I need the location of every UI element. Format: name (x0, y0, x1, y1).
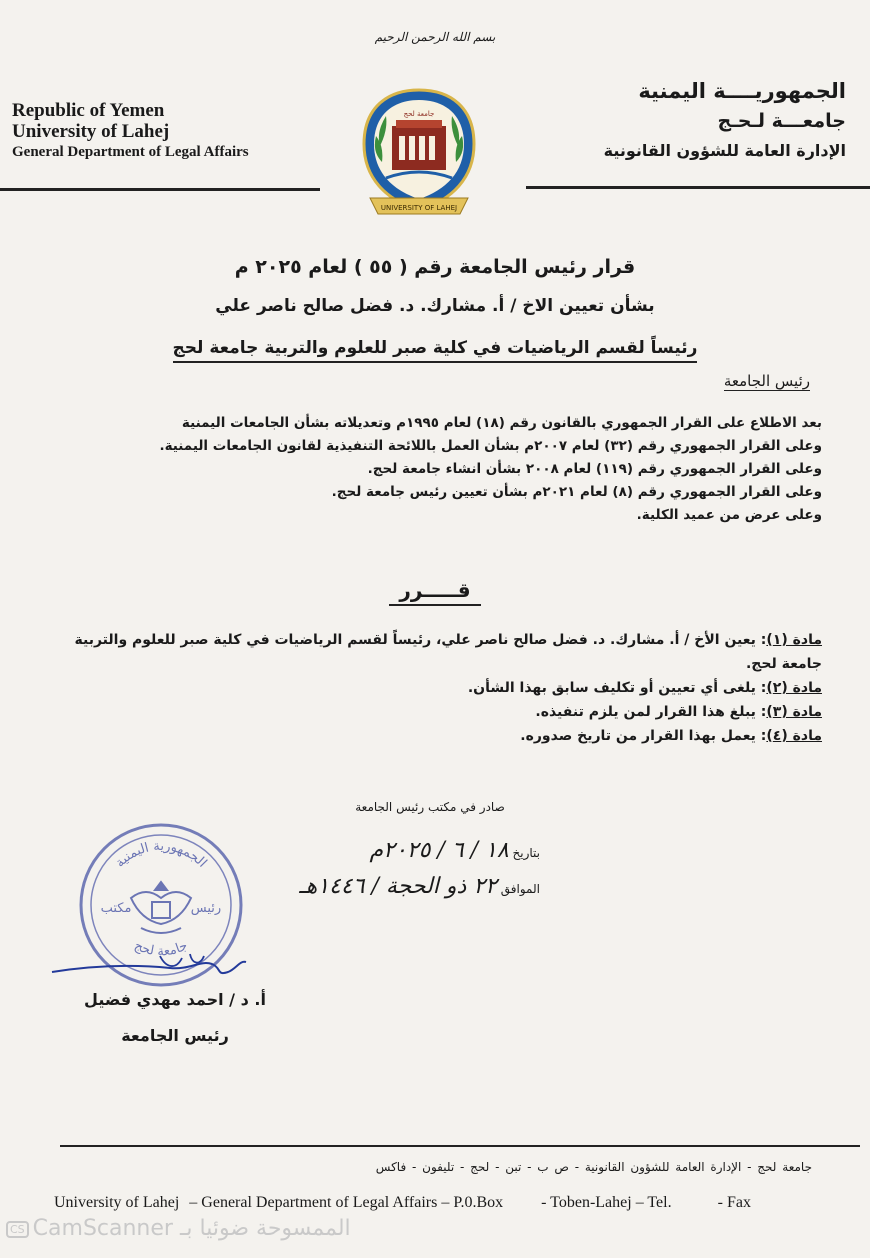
article-item (32, 628, 822, 676)
hijri-prefix: الموافق (500, 882, 540, 896)
basmala: بسم الله الرحمن الرحيم (374, 30, 496, 44)
article-text: : يعين الأخ / أ. مشارك. د. فضل صالح ناصر علي، رئيساً لقسم الرياضيات في كلية صبر للعلوم والتربية جامعة لحج. (74, 632, 822, 672)
camscanner-icon: CS (6, 1221, 29, 1238)
header-divider-left (0, 188, 320, 191)
stamp-bottom-text: جامعة لحج (131, 938, 191, 960)
article-text: : يلغى أي تعيين أو تكليف سابق بهذا الشأن. (467, 680, 767, 696)
arabic-letterhead (604, 76, 846, 166)
articles-list (32, 628, 822, 748)
scanner-watermark (6, 1216, 351, 1241)
issued-at: صادر في مكتب رئيس الجامعة (355, 800, 505, 814)
en-department: General Department of Legal Affairs (12, 144, 249, 160)
preamble-line: وعلى القرار الجمهوري رقم (٣٢) لعام ٢٠٠٧م بشأن العمل باللائحة التنفيذية لقانون الجامعات اليمنية. (159, 438, 822, 454)
decides-heading (0, 578, 870, 602)
gregorian-date (370, 838, 541, 863)
hijri-value: ٢٢ ذو الحجة / ١٤٤٦هـ (299, 874, 497, 899)
article-label: مادة (١) (766, 632, 822, 648)
logo-ribbon-text: UNIVERSITY OF LAHEJ (380, 204, 458, 212)
stamp-left-text: مكتب (100, 901, 132, 916)
preamble-line: وعلى عرض من عميد الكلية. (636, 507, 822, 523)
signer-title: رئيس الجامعة (121, 1026, 229, 1045)
date-prefix: بتاريخ (512, 846, 540, 860)
signer-block (60, 982, 290, 1054)
decree-position-text: رئيساً لقسم الرياضيات في كلية صبر للعلوم والتربية جامعة لحج (173, 338, 698, 363)
decree-title: قرار رئيس الجامعة رقم ( ٥٥ ) لعام ٢٠٢٥ م (234, 256, 636, 278)
article-text: : يبلغ هذا القرار لمن يلزم تنفيذه. (535, 704, 767, 720)
en-university: University of Lahej (12, 121, 170, 142)
header-divider-right (526, 186, 870, 189)
footer-department: – General Department of Legal Affairs – P.0.Box (189, 1194, 504, 1211)
signer-name: أ. د / احمد مهدي فضيل (84, 990, 266, 1009)
preamble-line: وعلى القرار الجمهوري رقم (١١٩) لعام ٢٠٠٨ بشأن انشاء جامعة لحج. (367, 461, 822, 477)
watermark-text: CamScanner الممسوحة ضوئيا بـ (32, 1216, 351, 1241)
footer-university: University of Lahej (54, 1194, 180, 1211)
logo-arabic-text: جامعة لحج (403, 110, 435, 118)
date-value: ١٨ / ٦ / ٢٠٢٥م (369, 838, 509, 863)
en-country: Republic of Yemen (12, 100, 165, 121)
article-item (32, 700, 822, 724)
stamp-right-text: رئيس (190, 901, 222, 916)
footer-location: - Toben-Lahej – Tel. (541, 1194, 672, 1211)
preamble-line: بعد الاطلاع على القرار الجمهوري بالقانون رقم (١٨) لعام ١٩٩٥م وتعديلاته بشأن الجامعات اليمنية (181, 415, 822, 431)
ar-university: جامعـــة لـحـج (717, 110, 846, 132)
stamp-top-text: الجمهورية اليمنية (112, 838, 210, 871)
footer-divider (60, 1145, 860, 1147)
decides-text: قـــــرر (389, 578, 480, 606)
addressee: رئيس الجامعة (723, 372, 810, 390)
university-logo (356, 86, 482, 226)
handwritten-signature (50, 946, 250, 986)
decree-position (0, 338, 870, 358)
article-item (32, 724, 822, 748)
article-label: مادة (٤) (766, 728, 822, 744)
preamble-line: وعلى القرار الجمهوري رقم (٨) لعام ٢٠٢١م بشأن تعيين رئيس جامعة لحج. (331, 484, 822, 500)
eagle-emblem-icon (131, 882, 191, 933)
article-item (32, 676, 822, 700)
hijri-date (299, 874, 540, 899)
article-label: مادة (٣) (766, 704, 822, 720)
ar-department: الإدارة العامة للشؤون القانونية (603, 141, 846, 160)
ar-country: الجمهوريــــة اليمنية (638, 79, 846, 103)
article-label: مادة (٢) (766, 680, 822, 696)
footer-english (54, 1194, 854, 1212)
footer-arabic: جامعة لحج - الإدارة العامة للشؤون القانونية - ص ب - تبن - لحج - تليفون - فاكس (375, 1160, 812, 1174)
english-letterhead (12, 100, 249, 163)
footer-fax: - Fax (717, 1194, 751, 1211)
decree-subject: بشأن تعيين الاخ / أ. مشارك. د. فضل صالح ناصر علي (215, 296, 655, 316)
article-text: : يعمل بهذا القرار من تاريخ صدوره. (520, 728, 767, 744)
preamble (62, 412, 822, 527)
